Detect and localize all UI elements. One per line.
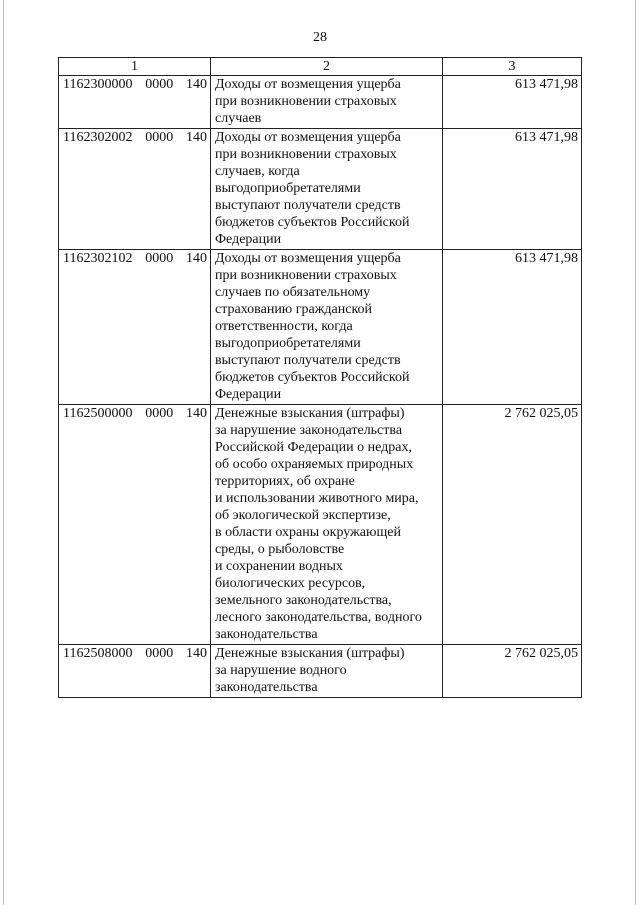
- table-header-row: [59, 58, 582, 76]
- income-name-line: законодательства: [215, 680, 318, 695]
- income-name-line: при возникновении страховых: [215, 147, 397, 162]
- column-header-3: 3: [443, 58, 582, 76]
- income-name-line: страхованию гражданской: [215, 302, 373, 317]
- budget-code-code: 1162300000: [63, 77, 133, 92]
- column-header-2: 2: [211, 58, 443, 76]
- income-name-line: законодательства: [215, 627, 318, 642]
- income-name-line: Федерации: [215, 232, 282, 247]
- income-name-line: Федерации: [215, 387, 282, 402]
- income-name-line: за нарушение законодательства: [215, 423, 403, 438]
- budget-code-code: 1162500000: [63, 406, 133, 421]
- budget-code-kind: 140: [185, 646, 207, 661]
- income-name-line: Доходы от возмещения ущерба: [215, 251, 401, 266]
- income-name-line: биологических ресурсов,: [215, 576, 366, 591]
- income-name-line: выгодоприобретателями: [215, 336, 361, 351]
- income-name-cell: [211, 250, 443, 405]
- income-name-line: в области охраны окружающей: [215, 525, 401, 540]
- income-name-line: земельного законодательства,: [215, 593, 392, 608]
- budget-code-cell: [59, 645, 211, 698]
- budget-code: [63, 250, 207, 267]
- income-name-line: Доходы от возмещения ущерба: [215, 77, 401, 92]
- income-name-line: Денежные взыскания (штрафы): [215, 646, 405, 661]
- income-name-line: Доходы от возмещения ущерба: [215, 130, 401, 145]
- table-row: [59, 645, 582, 698]
- income-name-line: ответственности, когда: [215, 319, 353, 334]
- income-name-cell: [211, 405, 443, 645]
- income-name-cell: [211, 645, 443, 698]
- income-name-line: выступают получатели средств: [215, 353, 401, 368]
- budget-code-kind: 140: [185, 406, 207, 421]
- amount-cell: 2 762 025,05: [443, 405, 582, 645]
- budget-code-cell: [59, 405, 211, 645]
- amount-cell: 613 471,98: [443, 129, 582, 250]
- page-edge-left: [3, 0, 4, 905]
- budget-code-sub: 0000: [145, 77, 174, 92]
- budget-code-kind: 140: [185, 130, 207, 145]
- income-name-line: лесного законодательства, водного: [215, 610, 422, 625]
- income-name-cell: [211, 76, 443, 129]
- income-name-line: при возникновении страховых: [215, 94, 397, 109]
- income-name-line: Российской Федерации о недрах,: [215, 440, 412, 455]
- budget-code-code: 1162302002: [63, 130, 133, 145]
- budget-code-sub: 0000: [145, 406, 174, 421]
- income-name-line: бюджетов субъектов Российской: [215, 215, 410, 230]
- income-name-line: при возникновении страховых: [215, 268, 397, 283]
- budget-code-kind: 140: [185, 251, 207, 266]
- budget-code-code: 1162302102: [63, 251, 133, 266]
- income-name-line: Денежные взыскания (штрафы): [215, 406, 405, 421]
- income-name-line: за нарушение водного: [215, 663, 347, 678]
- income-name-line: среды, о рыболовстве: [215, 542, 345, 557]
- budget-income-table: [58, 57, 582, 698]
- income-name-line: случаев, когда: [215, 164, 300, 179]
- income-name-line: и использовании животного мира,: [215, 491, 419, 506]
- budget-code: [63, 405, 207, 422]
- page-edge-right: [635, 0, 636, 905]
- budget-code-cell: [59, 129, 211, 250]
- budget-code-kind: 140: [185, 77, 207, 92]
- income-name-line: об особо охраняемых природных: [215, 457, 414, 472]
- budget-code-sub: 0000: [145, 646, 174, 661]
- budget-code-sub: 0000: [145, 251, 174, 266]
- budget-code-code: 1162508000: [63, 646, 133, 661]
- budget-code-cell: [59, 250, 211, 405]
- budget-code: [63, 76, 207, 93]
- income-name-line: выгодоприобретателями: [215, 181, 361, 196]
- income-name-line: об экологической экспертизе,: [215, 508, 391, 523]
- income-name-line: выступают получатели средств: [215, 198, 401, 213]
- amount-cell: 613 471,98: [443, 76, 582, 129]
- table-row: [59, 76, 582, 129]
- table-body: [59, 76, 582, 698]
- budget-code-sub: 0000: [145, 130, 174, 145]
- page-number: 28: [313, 30, 327, 45]
- income-name-line: бюджетов субъектов Российской: [215, 370, 410, 385]
- budget-code: [63, 645, 207, 662]
- budget-code-cell: [59, 76, 211, 129]
- income-name-line: и сохранении водных: [215, 559, 343, 574]
- income-name-line: случаев по обязательному: [215, 285, 371, 300]
- amount-cell: 2 762 025,05: [443, 645, 582, 698]
- table-row: [59, 250, 582, 405]
- income-name-cell: [211, 129, 443, 250]
- amount-cell: 613 471,98: [443, 250, 582, 405]
- budget-code: [63, 129, 207, 146]
- table-row: [59, 405, 582, 645]
- column-header-1: 1: [59, 58, 211, 76]
- income-name-line: случаев: [215, 111, 262, 126]
- income-name-line: территориях, об охране: [215, 474, 355, 489]
- table-row: [59, 129, 582, 250]
